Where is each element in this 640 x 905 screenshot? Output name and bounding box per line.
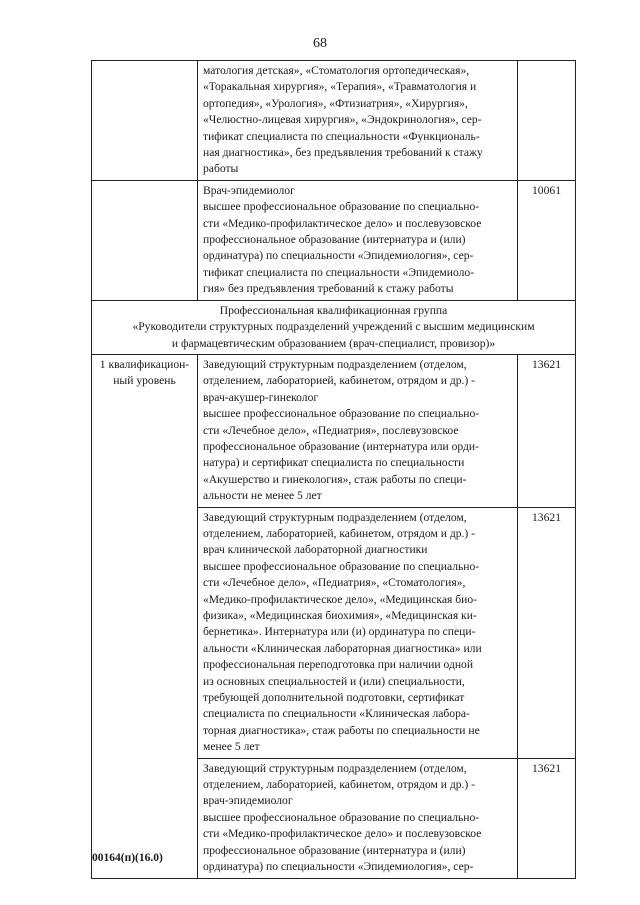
qualification-level-cell: 1 квалификацион- ный уровень xyxy=(92,354,198,878)
position-code-cell: 13621 xyxy=(518,507,576,758)
position-description-cell: матология детская», «Стоматология ортопедическая», «Торакальная хирургия», «Терапия», «Травматология и ортопедия», «Урология», «Фтизиатрия», «Хирургия», «Челюстно-лицевая хирургия», «Эндокринология», сер- тификат специалиста по специальности «Функциональ- ная диагностика», без предъявления требований к стажу работы xyxy=(198,61,518,181)
professional-group-header: Профессиональная квалификационная группа «Руководители структурных подразделений учреждений с высшим медицинским и фармацевтическим образованием (врач-специалист, провизор)» xyxy=(92,300,576,354)
position-description-cell: Заведующий структурным подразделением (отделом, отделением, лабораторией, кабинетом, отрядом и др.) - врач-эпидемиолог высшее профессиональное образование по специально- сти «Медико-профилактическое дело» и послевузовское профессиональное образование (интернатура и (или) ординатура) по специальности «Эпидемиология», сер- xyxy=(198,758,518,878)
document-footer-code: 00164(п)(16.0) xyxy=(92,852,163,864)
position-code-cell: 13621 xyxy=(518,758,576,878)
qualification-table xyxy=(91,60,576,879)
position-description-cell: Заведующий структурным подразделением (отделом, отделением, лабораторией, кабинетом, отрядом и др.) - врач-акушер-гинеколог высшее профессиональное образование по специально- сти «Лечебное дело», «Педиатрия», послевузовское профессиональное образование (интернатура или орди- натура) и сертификат специалиста по специальности «Акушерство и гинекология», стаж работы по специ- альности не менее 5 лет xyxy=(198,354,518,507)
position-code-cell: 10061 xyxy=(518,180,576,300)
table-row xyxy=(92,354,576,507)
page-number: 68 xyxy=(313,36,327,51)
position-description-cell: Врач-эпидемиолог высшее профессиональное образование по специально- сти «Медико-профилактическое дело» и послевузовское профессиональное образование (интернатура и (или) ординатура) по специальности «Эпидемиология», сер- тификат специалиста по специальности «Эпидемиоло- гия» без предъявления требований к стажу работы xyxy=(198,180,518,300)
position-description-cell: Заведующий структурным подразделением (отделом, отделением, лабораторией, кабинетом, отрядом и др.) - врач клинической лабораторной диагностики высшее профессиональное образование по специально- сти «Лечебное дело», «Педиатрия», «Стоматология», «Медико-профилактическое дело», «Медицинская био- физика», «Медицинская биохимия», «Медицинская ки- бернетика». Интернатура или (и) ординатура по специ- альности «Клиническая лабораторная диагностика» или профессиональная переподготовка при наличии одной из основных специальностей и (или) специальности, требующей дополнительной подготовки, сертификат специалиста по специальности «Клиническая лабора- торная диагностика», стаж работы по специальности не менее 5 лет xyxy=(198,507,518,758)
table-row xyxy=(92,61,576,181)
position-code-cell xyxy=(518,61,576,181)
position-code-cell: 13621 xyxy=(518,354,576,507)
qualification-level-cell xyxy=(92,180,198,300)
qualification-level-cell xyxy=(92,61,198,181)
group-header-row xyxy=(92,300,576,354)
table-row xyxy=(92,180,576,300)
